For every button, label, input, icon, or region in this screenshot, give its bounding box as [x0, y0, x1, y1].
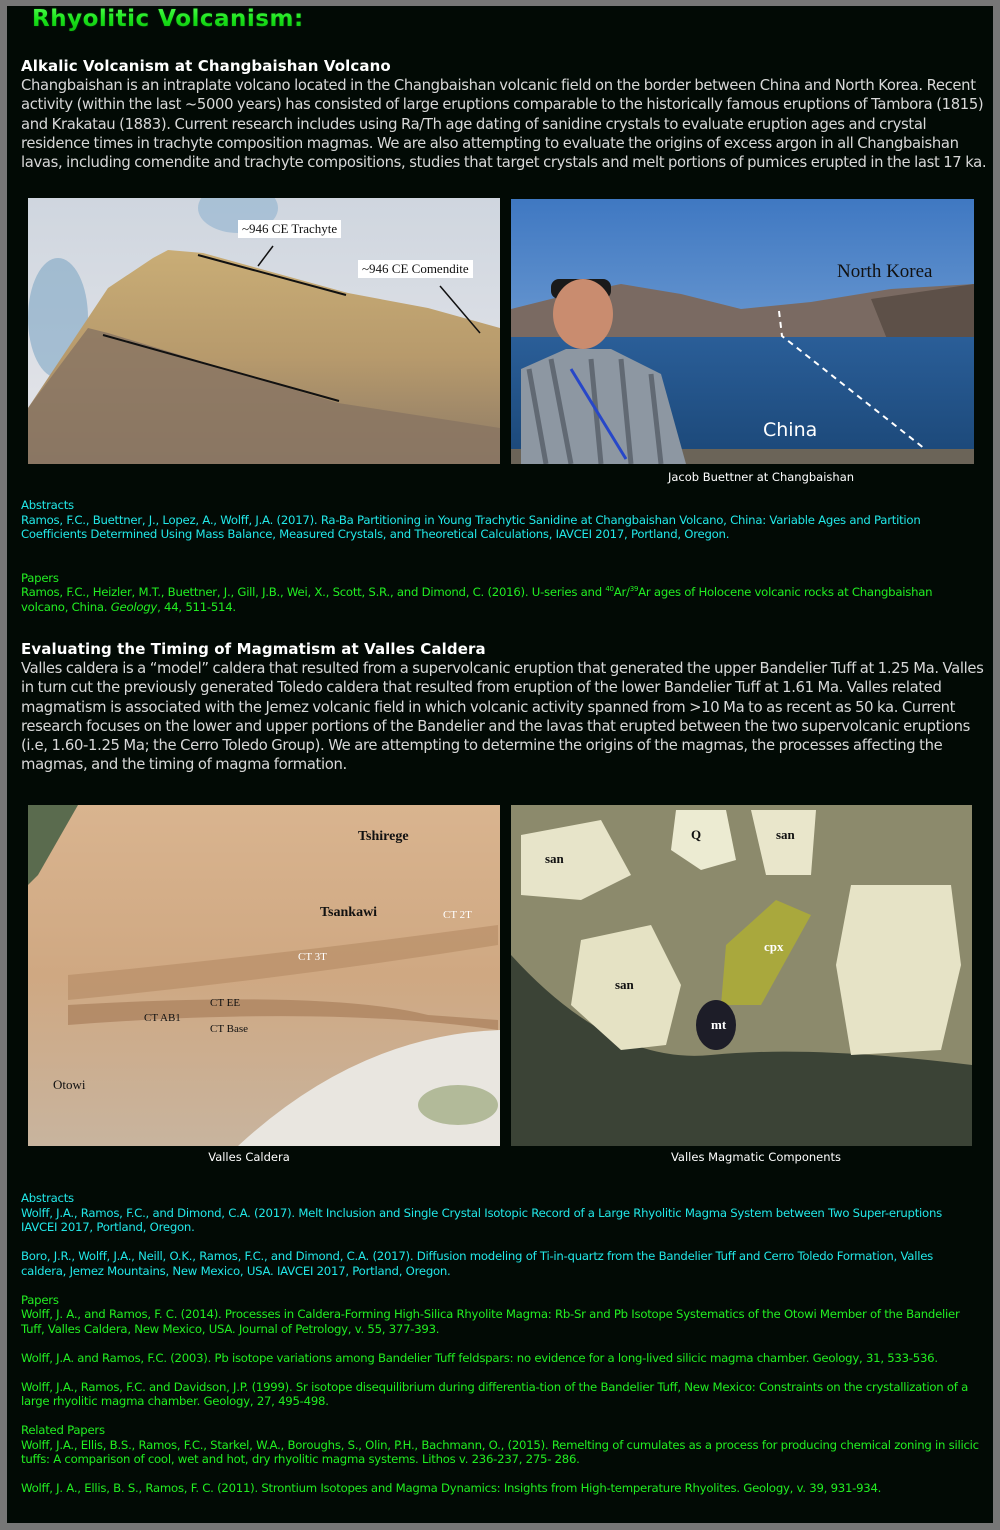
label-q: Q [691, 827, 702, 842]
label-north-korea: North Korea [837, 261, 933, 282]
caption-jacob-buettner: Jacob Buettner at Changbaishan [667, 470, 855, 484]
label-tsankawi: Tsankawi [320, 905, 378, 920]
label-san-mid: san [615, 977, 634, 992]
references-valles [21, 1191, 981, 1496]
label-trachyte: ~946 CE Trachyte [238, 220, 341, 238]
label-ct-3t: CT 3T [298, 951, 327, 963]
thin-section-graphic [511, 805, 972, 1146]
section-body-changbaishan: Changbaishan is an intraplate volcano located in the Changbaishan volcanic field on the border between China and North Korea. Recent activity (within the last ~5000 years) has consisted of large eruptions comparable to the historically famous eruptions of Tambora (1815) and Krakatau (1883). Current research includes using Ra/Th age dating of sanidine crystals to evaluate eruption ages and crystal residence times in trachyte composition magmas. We are also attempting to evaluate the origins of excess argon in all Changbaishan lavas, including comendite and trachyte compositions, studies that target crystals and melt portions of pumices erupted in the last 17 ka. [21, 77, 987, 172]
label-cpx: cpx [764, 939, 784, 954]
journal-name: Geology [110, 599, 158, 614]
paper-entry: Wolff, J.A., Ramos, F.C. and Davidson, J.P. (1999). Sr isotope disequilibrium during differentia-tion of the Bandelier Tuff, New Mexico: Constraints on the crystallization of a large rhyolitic magma chamber. Geology, 27, 495-498. [21, 1379, 969, 1408]
label-ct-ab1: CT AB1 [144, 1012, 181, 1024]
abstract-entry: Wolff, J.A., Ramos, F.C., and Dimond, C.A. (2017). Melt Inclusion and Single Crystal Isotopic Record of a Large Rhyolitic Magma System between Two Super-eruptions IAVCEI 2017, Portland, Oregon. [21, 1205, 942, 1234]
abstracts-label: Abstracts [21, 498, 74, 512]
paper-entry [21, 585, 981, 614]
photo-changbaishan-lake [511, 199, 974, 464]
isotope-superscript: 40 [605, 585, 614, 594]
page-title: Rhyolitic Volcanism: [32, 6, 304, 32]
caldera-photo-graphic [28, 805, 500, 1146]
abstract-entry: Ramos, F.C., Buettner, J., Lopez, A., Wolff, J.A. (2017). Ra-Ba Partitioning in Young Trachytic Sanidine at Changbaishan Volcano, China: Variable Ages and Partition Coefficients Determined Using Mass Balance, Measured Crystals, and Theoretical Calculations, IAVCEI 2017, Portland, Oregon. [21, 512, 921, 541]
related-paper-entry: Wolff, J.A., Ellis, B.S., Ramos, F.C., Starkel, W.A., Boroughs, S., Olin, P.H., Bachmann, O., (2015). Remelting of cumulates as a process for producing chemical zoning in silicic tuffs: A comparison of cool, wet and hot, dry rhyolitic magma systems. Lithos v. 236-237, 275- 286. [21, 1437, 979, 1466]
label-ct-base: CT Base [210, 1023, 248, 1035]
label-comendite: ~946 CE Comendite [358, 260, 473, 278]
label-ct-2t: CT 2T [443, 909, 472, 921]
photo-changbaishan-cliff [28, 198, 500, 464]
related-paper-entry: Wolff, J. A., Ellis, B. S., Ramos, F. C. (2011). Strontium Isotopes and Magma Dynamics: Insights from High-temperature Rhyolites. Geology, v. 39, 931-934. [21, 1481, 882, 1495]
lake-photo-graphic [511, 199, 974, 464]
paper-text: , 44, 511-514. [157, 599, 236, 614]
abstracts-label: Abstracts [21, 1191, 74, 1205]
label-mt: mt [711, 1017, 727, 1032]
photo-valles-thin-section [511, 805, 972, 1146]
photo-valles-caldera [28, 805, 500, 1146]
paper-text: Ramos, F.C., Heizler, M.T., Buettner, J., Gill, J.B., Wei, X., Scott, S.R., and Dimond, C. (2016). U-series and [21, 585, 606, 599]
paper-entry: Wolff, J. A., and Ramos, F. C. (2014). Processes in Caldera-Forming High-Silica Rhyolite Magma: Rb-Sr and Pb Isotope Systematics of the Otowi Member of the Bandelier Tuff, Valles Caldera, New Mexico, USA. Journal of Petrology, v. 55, 377-393. [21, 1307, 960, 1336]
caption-valles-caldera: Valles Caldera [208, 1150, 290, 1164]
related-papers-label: Related Papers [21, 1423, 105, 1437]
label-otowi: Otowi [53, 1077, 86, 1092]
paper-entry: Wolff, J.A. and Ramos, F.C. (2003). Pb isotope variations among Bandelier Tuff feldspars: no evidence for a long-lived silicic magma chamber. Geology, 31, 533-536. [21, 1350, 938, 1365]
references-changbaishan [21, 498, 981, 614]
abstract-entry: Boro, J.R., Wolff, J.A., Neill, O.K., Ramos, F.C., and Dimond, C.A. (2017). Diffusion modeling of Ti-in-quartz from the Bandelier Tuff and Cerro Toledo Formation, Valles caldera, Jemez Mountains, New Mexico, USA. IAVCEI 2017, Portland, Oregon. [21, 1249, 933, 1278]
label-china: China [763, 419, 818, 441]
label-tshirege: Tshirege [358, 829, 409, 844]
caption-valles-magmatic-components: Valles Magmatic Components [670, 1150, 842, 1164]
label-ct-ee: CT EE [210, 997, 241, 1009]
paper-text: Ar ages of Holocene volcanic rocks at Changbaishan volcano, China. [21, 585, 933, 614]
isotope-superscript: 39 [629, 585, 639, 594]
papers-label: Papers [21, 1292, 59, 1307]
section-body-valles: Valles caldera is a “model” caldera that resulted from a supervolcanic eruption that generated the upper Bandelier Tuff at 1.25 Ma. Valles in turn cut the previously generated Toledo caldera that resulted from eruption of the lower Bandelier Tuff at 1.61 Ma. Valles related magmatism is associated with the Jemez volcanic field in which volcanic activity spanned from >10 Ma to as recent as 50 ka. Current research focuses on the lower and upper portions of the Bandelier and the lavas that erupted between the two supervolcanic eruptions (i.e, 1.60-1.25 Ma; the Cerro Toledo Group). We are attempting to determine the origins of the magmas, the processes affecting the magmas, and the timing of magma formation. [21, 660, 984, 774]
section-heading-changbaishan: Alkalic Volcanism at Changbaishan Volcano [21, 57, 391, 75]
section-heading-valles: Evaluating the Timing of Magmatism at Valles Caldera [21, 640, 486, 658]
label-san-left: san [545, 851, 564, 866]
paper-text: Ar/ [613, 585, 630, 599]
label-san-top: san [776, 827, 795, 842]
papers-label: Papers [21, 570, 59, 585]
